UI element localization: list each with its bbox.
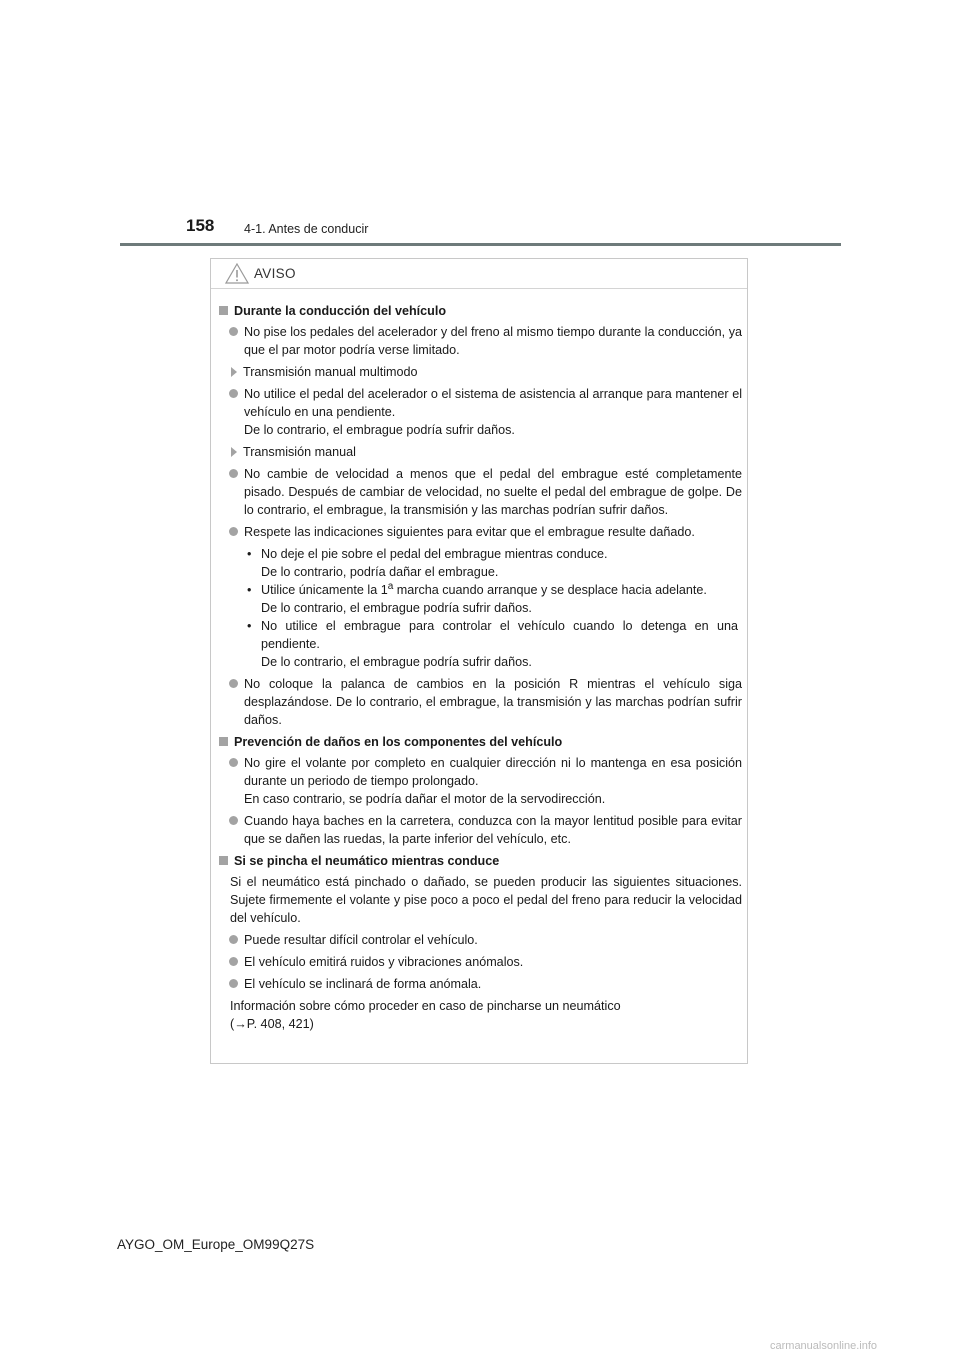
page-number: 158 <box>186 216 215 235</box>
subheading-multimode: Transmisión manual multimodo <box>231 363 742 381</box>
watermark: carmanualsonline.info <box>770 1340 878 1352</box>
bullet-item: No gire el volante por completo en cualquier dirección ni lo mantenga en esa posición durante un periodo de tiempo prolongado. En caso contrario, se podría dañar el motor de la servodirección. <box>229 754 742 808</box>
bullet-item: No pise los pedales del acelerador y del freno al mismo tiempo durante la conducción, ya que el par motor podría verse limitado. <box>229 323 742 359</box>
warning-header <box>211 259 747 289</box>
warning-triangle-icon <box>225 263 249 284</box>
bullet-item: No cambie de velocidad a menos que el pedal del embrague esté completamente pisado. Después de cambiar de velocidad, no suelte el pedal del embrague de golpe. De lo contrario, el embrague, la transmisión y las marchas podrían sufrir daños. <box>229 465 742 519</box>
heading-damage-prevention: Prevención de daños en los componentes del vehículo <box>219 733 742 751</box>
section-title: 4-1. Antes de conducir <box>244 222 369 236</box>
triangle-arrow-icon <box>231 447 237 457</box>
warning-title: AVISO <box>254 266 296 281</box>
circle-bullet-icon <box>229 758 238 767</box>
bullet-item: No coloque la palanca de cambios en la posición R mientras el vehículo siga desplazándose. De lo contrario, el embrague, la transmisión y las marchas podrían sufrir daños. <box>229 675 742 729</box>
circle-bullet-icon <box>229 469 238 478</box>
warning-body <box>211 289 747 1033</box>
square-bullet-icon <box>219 856 228 865</box>
circle-bullet-icon <box>229 327 238 336</box>
bullet-item: Puede resultar difícil controlar el vehículo. <box>229 931 742 949</box>
square-bullet-icon <box>219 306 228 315</box>
sub-list-item: • Utilice únicamente la 1$^a$ marcha cuando arranque y se desplace hacia adelante. De lo contrario, el embrague podría sufrir daños. <box>247 580 707 615</box>
page-reference-link[interactable]: (→P. 408, 421) <box>230 1017 314 1031</box>
bullet-item: El vehículo se inclinará de forma anómala. <box>229 975 742 993</box>
paragraph: Si el neumático está pinchado o dañado, se pueden producir las siguientes situaciones. Sujete firmemente el volante y pise poco a poco el pedal del freno para reducir la velocidad del vehículo. <box>230 875 742 925</box>
circle-bullet-icon <box>229 679 238 688</box>
triangle-arrow-icon <box>231 367 237 377</box>
bullet-item: El vehículo emitirá ruidos y vibraciones anómalos. <box>229 953 742 971</box>
circle-bullet-icon <box>229 979 238 988</box>
subheading-manual: Transmisión manual <box>231 443 742 461</box>
sub-list-item: • No utilice el embrague para controlar el vehículo cuando lo detenga en una pendiente. De lo contrario, el embrague podría sufrir daños. <box>247 619 738 669</box>
document-code: AYGO_OM_Europe_OM99Q27S <box>117 1237 315 1252</box>
circle-bullet-icon <box>229 389 238 398</box>
sub-list-item: • No deje el pie sobre el pedal del embrague mientras conduce. De lo contrario, podría dañar el embrague. <box>247 547 608 579</box>
paragraph: Información sobre cómo proceder en caso de pincharse un neumático (→P. 408, 421) <box>230 999 621 1031</box>
bullet-item: No utilice el pedal del acelerador o el sistema de asistencia al arranque para mantener el vehículo en una pendiente. De lo contrario, el embrague podría sufrir daños. <box>229 385 742 439</box>
heading-flat-tire: Si se pincha el neumático mientras conduce <box>219 852 742 870</box>
heading-driving: Durante la conducción del vehículo <box>219 302 742 320</box>
bullet-item: Respete las indicaciones siguientes para evitar que el embrague resulte dañado. <box>229 523 742 541</box>
square-bullet-icon <box>219 737 228 746</box>
circle-bullet-icon <box>229 935 238 944</box>
warning-box <box>210 258 748 1064</box>
circle-bullet-icon <box>229 527 238 536</box>
circle-bullet-icon <box>229 816 238 825</box>
header-rule <box>120 243 841 246</box>
bullet-item: Cuando haya baches en la carretera, conduzca con la mayor lentitud posible para evitar que se dañen las ruedas, la parte inferior del vehículo, etc. <box>229 812 742 848</box>
circle-bullet-icon <box>229 957 238 966</box>
